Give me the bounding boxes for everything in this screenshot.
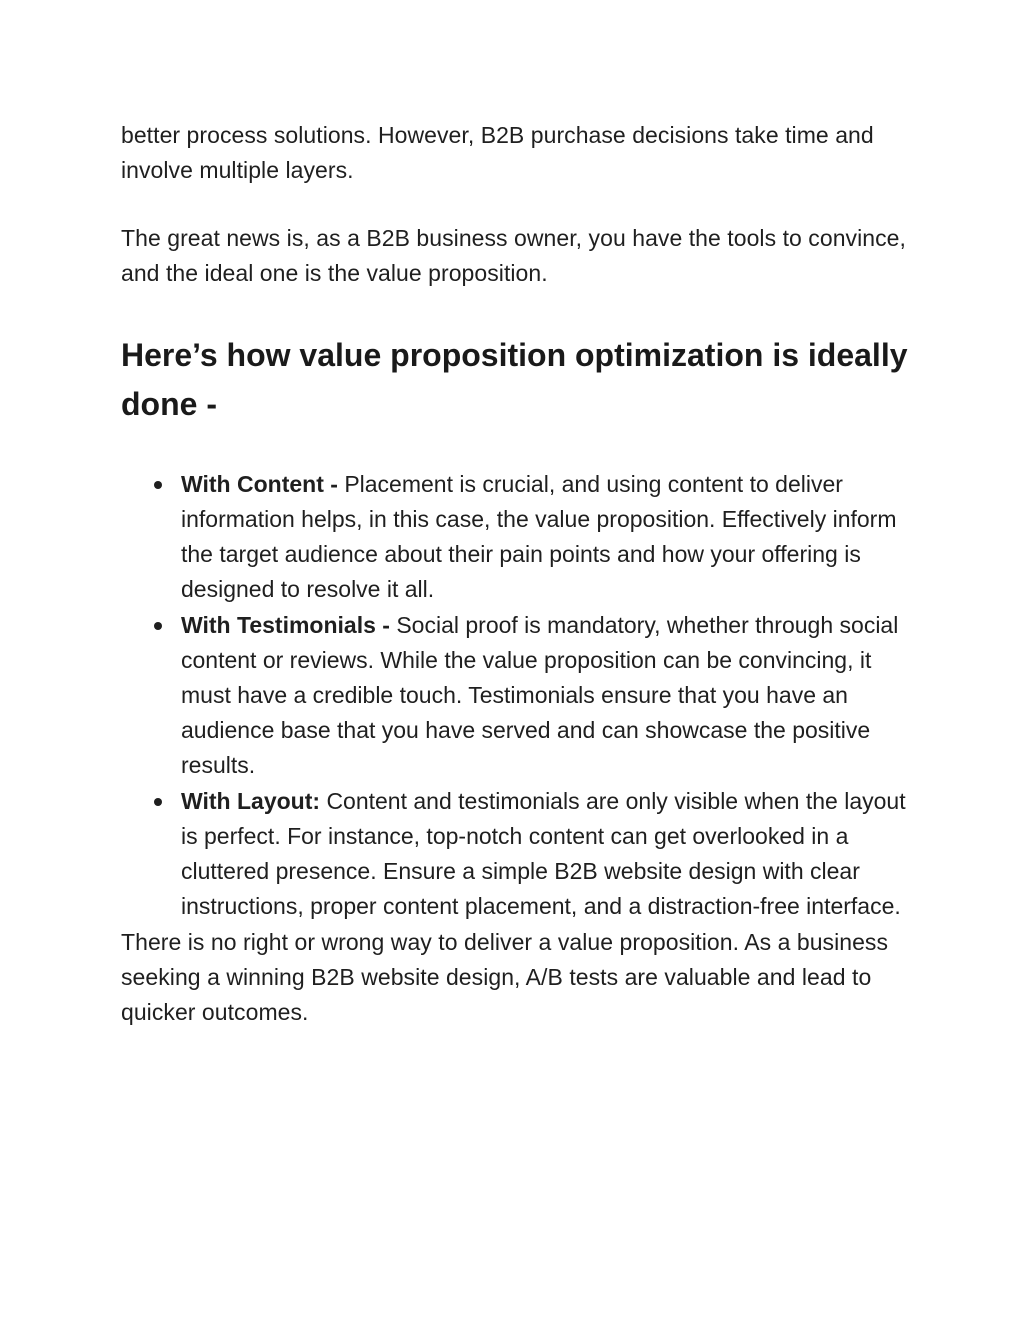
bullet-lead: With Testimonials - [181, 612, 397, 638]
bullet-dot-icon [154, 622, 162, 630]
bullet-dot-icon [154, 481, 162, 489]
list-item [121, 784, 911, 924]
intro-paragraph-1: better process solutions. However, B2B purchase decisions take time and involve multiple layers. [121, 122, 874, 183]
bullet-dot-icon [154, 798, 162, 806]
bullet-text: Placement is crucial, and using content to deliver information helps, in this case, the value proposition. Effectively inform the target audience about their pain points and how your offering is designed to resolve it all. [181, 471, 897, 602]
bullet-list [121, 467, 911, 924]
section-heading: Here’s how value proposition optimization is ideally done - [121, 337, 908, 422]
intro-paragraph-2: The great news is, as a B2B business owner, you have the tools to convince, and the ideal one is the value proposition. [121, 225, 906, 286]
bullet-text: Social proof is mandatory, whether through social content or reviews. While the value proposition can be convincing, it must have a credible touch. Testimonials ensure that you have an audience base that you have served and can showcase the positive results. [181, 612, 899, 778]
list-item [121, 467, 911, 607]
document-page [121, 118, 911, 1030]
list-item [121, 608, 911, 783]
closing-paragraph: There is no right or wrong way to deliver a value proposition. As a business seeking a winning B2B website design, A/B tests are valuable and lead to quicker outcomes. [121, 929, 889, 1025]
bullet-lead: With Content - [181, 471, 345, 497]
bullet-lead: With Layout: [181, 788, 327, 814]
bullet-text: Content and testimonials are only visible when the layout is perfect. For instance, top-notch content can get overlooked in a cluttered presence. Ensure a simple B2B website design with clear instructions, proper content placement, and a distraction-free interface. [181, 788, 906, 919]
